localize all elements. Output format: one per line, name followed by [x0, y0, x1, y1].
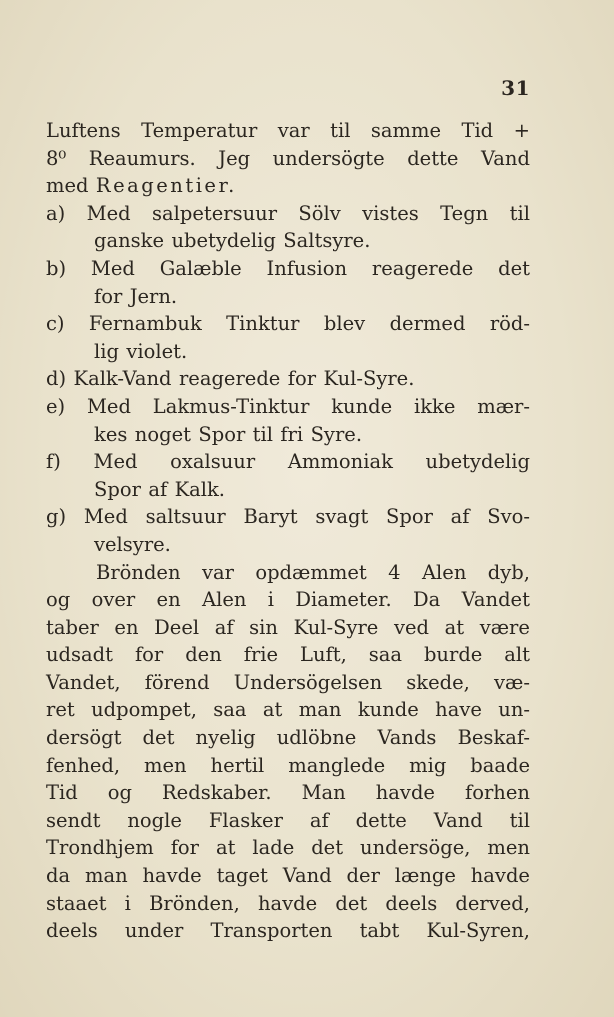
- word: Beskaf-: [457, 726, 530, 750]
- word: Luftens: [46, 119, 121, 142]
- word: svagt: [315, 505, 369, 529]
- word: ret: [46, 698, 75, 722]
- word: til: [252, 422, 273, 446]
- text-line: [46, 862, 530, 890]
- word: af: [309, 808, 329, 832]
- word: det: [498, 256, 530, 280]
- word: nogle: [127, 808, 182, 832]
- word: reagerede: [371, 256, 474, 280]
- word: Transporten: [210, 919, 333, 943]
- word: taget: [216, 864, 268, 888]
- word: Jern.: [129, 284, 178, 308]
- word: Fernambuk: [88, 312, 202, 336]
- word: 4: [388, 560, 401, 584]
- text-line: [46, 559, 530, 587]
- word: Alen: [202, 588, 247, 612]
- word: Med: [86, 201, 131, 225]
- word: men: [144, 753, 187, 777]
- word: var: [277, 119, 310, 142]
- word: deels: [385, 891, 438, 915]
- word: hertil: [210, 753, 265, 777]
- word: mig: [409, 753, 447, 777]
- word: for: [134, 643, 164, 667]
- word: at: [444, 615, 465, 639]
- word: förend: [144, 670, 210, 694]
- word: sin: [249, 615, 278, 639]
- word: fri: [280, 422, 304, 446]
- word: Spor: [386, 505, 433, 529]
- word: g): [46, 505, 67, 529]
- text-line: [46, 421, 530, 449]
- word: for: [287, 367, 317, 391]
- word: længe: [394, 864, 456, 888]
- text-line: [46, 890, 530, 918]
- word: vistes: [362, 201, 419, 225]
- text-line: [46, 807, 530, 835]
- word: til: [330, 119, 351, 142]
- word: Undersögelsen: [233, 670, 383, 694]
- word: Tinktur: [226, 312, 300, 336]
- text-line: [46, 476, 530, 504]
- text-line: [46, 310, 530, 338]
- word: Med: [93, 450, 138, 474]
- text-line: [46, 503, 530, 531]
- word: over: [91, 588, 136, 612]
- word: Diameter.: [295, 588, 392, 612]
- word: opdæmmet: [255, 560, 367, 584]
- word: en: [114, 615, 139, 639]
- word: i: [267, 588, 275, 612]
- word: Med: [86, 394, 131, 418]
- word: Kalk.: [174, 477, 226, 501]
- word: Sölv: [298, 201, 341, 225]
- word: det: [311, 836, 344, 860]
- text-line: [46, 696, 530, 724]
- word: Tegn: [440, 201, 489, 225]
- word: salpetersuur: [151, 201, 278, 225]
- word: baade: [470, 753, 530, 777]
- page-number: 31: [501, 76, 530, 100]
- word: blev: [323, 312, 366, 336]
- word: noget: [134, 422, 191, 446]
- word: 8⁰: [46, 146, 67, 170]
- word: alt: [504, 643, 530, 667]
- word: Spor: [198, 422, 246, 446]
- word: Vandet,: [46, 670, 121, 694]
- word: undersögte: [272, 146, 385, 170]
- word: ikke: [414, 394, 456, 418]
- word: Tid: [461, 119, 494, 142]
- word: Kalk-Vand: [73, 367, 172, 391]
- word: saa: [368, 643, 402, 667]
- word: Vand: [480, 146, 530, 170]
- word: at: [215, 836, 236, 860]
- word: dette: [407, 146, 459, 170]
- word: en: [156, 588, 181, 612]
- word: skede,: [406, 670, 470, 694]
- word: f): [46, 450, 61, 474]
- word: Med: [90, 256, 135, 280]
- word: Temperatur: [141, 119, 258, 142]
- word: manglede: [288, 753, 386, 777]
- text-line: [46, 365, 530, 393]
- word: röd-: [489, 312, 530, 336]
- word: Med: [83, 505, 128, 529]
- word: være: [479, 615, 530, 639]
- text-line: [46, 724, 530, 752]
- word: af: [148, 477, 168, 501]
- word: dyb,: [487, 560, 530, 584]
- word: Man: [301, 781, 346, 805]
- text-line: [46, 172, 530, 200]
- text-line: [46, 227, 530, 255]
- word: havde: [257, 891, 318, 915]
- text-line: [46, 448, 530, 476]
- word: dette: [355, 808, 407, 832]
- word: Saltsyre.: [283, 229, 371, 253]
- word: der: [346, 864, 380, 888]
- text-line: [46, 531, 530, 559]
- word: var: [201, 560, 234, 584]
- word: Baryt: [243, 505, 298, 529]
- word: Da: [412, 588, 441, 612]
- word: undersöge,: [360, 836, 471, 860]
- word: Vand: [433, 808, 483, 832]
- word: ganske: [94, 229, 165, 253]
- word: havde: [375, 781, 435, 805]
- word: nyelig: [195, 726, 256, 750]
- word: Kul-Syren,: [426, 919, 530, 943]
- word: deels: [46, 919, 98, 943]
- word: c): [46, 312, 65, 336]
- word: Alen: [421, 560, 467, 584]
- word: a): [46, 201, 66, 225]
- word: tabt: [359, 919, 400, 943]
- word: og: [46, 588, 71, 612]
- text-line: [46, 917, 530, 945]
- word: Svo-: [487, 505, 530, 529]
- word: den: [185, 643, 222, 667]
- word: havde: [142, 864, 202, 888]
- text-line: [46, 614, 530, 642]
- word: man: [84, 864, 128, 888]
- word: reagerede: [178, 367, 281, 391]
- word: Lakmus-Tinktur: [152, 394, 310, 418]
- word: kes: [94, 422, 128, 446]
- word: staaet: [46, 891, 107, 915]
- word: i: [124, 891, 131, 915]
- word: samme: [370, 119, 442, 142]
- word: Reagentier.: [95, 174, 237, 198]
- text-line: [46, 283, 530, 311]
- word: kunde: [357, 698, 419, 722]
- word: at: [262, 698, 283, 722]
- word: for: [94, 284, 123, 308]
- text-line: [46, 641, 530, 669]
- word: kunde: [331, 394, 393, 418]
- word: dersögt: [46, 726, 122, 750]
- text-line: [46, 145, 530, 173]
- word: det: [335, 891, 368, 915]
- text-line: [46, 779, 530, 807]
- text-line: [46, 834, 530, 862]
- word: Syre.: [310, 422, 363, 446]
- text-line: [46, 752, 530, 780]
- word: man: [298, 698, 342, 722]
- word: til: [509, 201, 530, 225]
- word: da: [46, 864, 71, 888]
- text-line: [46, 393, 530, 421]
- word: mær-: [477, 394, 530, 418]
- word: dermed: [389, 312, 466, 336]
- word: Vandet: [461, 588, 530, 612]
- word: men: [487, 836, 530, 860]
- word: derved,: [455, 891, 530, 915]
- text-line: [46, 255, 530, 283]
- word: Spor: [94, 477, 141, 501]
- word: un-: [498, 698, 530, 722]
- word: til: [509, 808, 530, 832]
- text-line: [46, 338, 530, 366]
- word: ubetydelig: [425, 450, 530, 474]
- word: Luft,: [300, 643, 347, 667]
- word: udlöbne: [276, 726, 357, 750]
- text-line: [46, 200, 530, 228]
- word: velsyre.: [94, 532, 171, 556]
- word: og: [107, 781, 132, 805]
- word: oxalsuur: [170, 450, 256, 474]
- word: d): [46, 367, 67, 391]
- word: Brönden,: [149, 891, 240, 915]
- word: Kul-Syre.: [323, 367, 415, 391]
- word: lade: [252, 836, 295, 860]
- word: saa: [213, 698, 247, 722]
- word: af: [214, 615, 234, 639]
- word: lig: [94, 339, 119, 363]
- word: ved: [393, 615, 429, 639]
- word: b): [46, 256, 67, 280]
- word: for: [170, 836, 199, 860]
- word: Kul-Syre: [293, 615, 379, 639]
- word: sendt: [46, 808, 101, 832]
- word: taber: [46, 615, 99, 639]
- text-line: [46, 117, 530, 145]
- word: Brönden: [96, 560, 181, 584]
- word: +: [513, 119, 530, 142]
- word: violet.: [126, 339, 188, 363]
- word: forhen: [465, 781, 530, 805]
- word: e): [46, 394, 66, 418]
- word: Vand: [282, 864, 332, 888]
- word: Infusion: [266, 256, 348, 280]
- word: det: [142, 726, 175, 750]
- word: Tid: [46, 781, 78, 805]
- word: Reaumurs.: [88, 146, 196, 170]
- word: have: [435, 698, 482, 722]
- word: med: [46, 174, 89, 198]
- word: udsadt: [46, 643, 113, 667]
- word: havde: [470, 864, 530, 888]
- word: ubetydelig: [171, 229, 276, 253]
- word: af: [450, 505, 470, 529]
- word: Deel: [154, 615, 200, 639]
- word: burde: [423, 643, 483, 667]
- word: Redskaber.: [162, 781, 272, 805]
- word: Ammoniak: [287, 450, 393, 474]
- body-text: [46, 117, 530, 945]
- word: fenhed,: [46, 753, 121, 777]
- word: Flasker: [208, 808, 283, 832]
- word: frie: [243, 643, 279, 667]
- text-line: [46, 669, 530, 697]
- word: udpompet,: [91, 698, 197, 722]
- word: saltsuur: [145, 505, 226, 529]
- word: Trondhjem: [46, 836, 154, 860]
- word: Galæble: [159, 256, 242, 280]
- word: under: [124, 919, 184, 943]
- text-line: [46, 586, 530, 614]
- word: væ-: [494, 670, 530, 694]
- word: Jeg: [218, 146, 251, 170]
- word: Vands: [377, 726, 437, 750]
